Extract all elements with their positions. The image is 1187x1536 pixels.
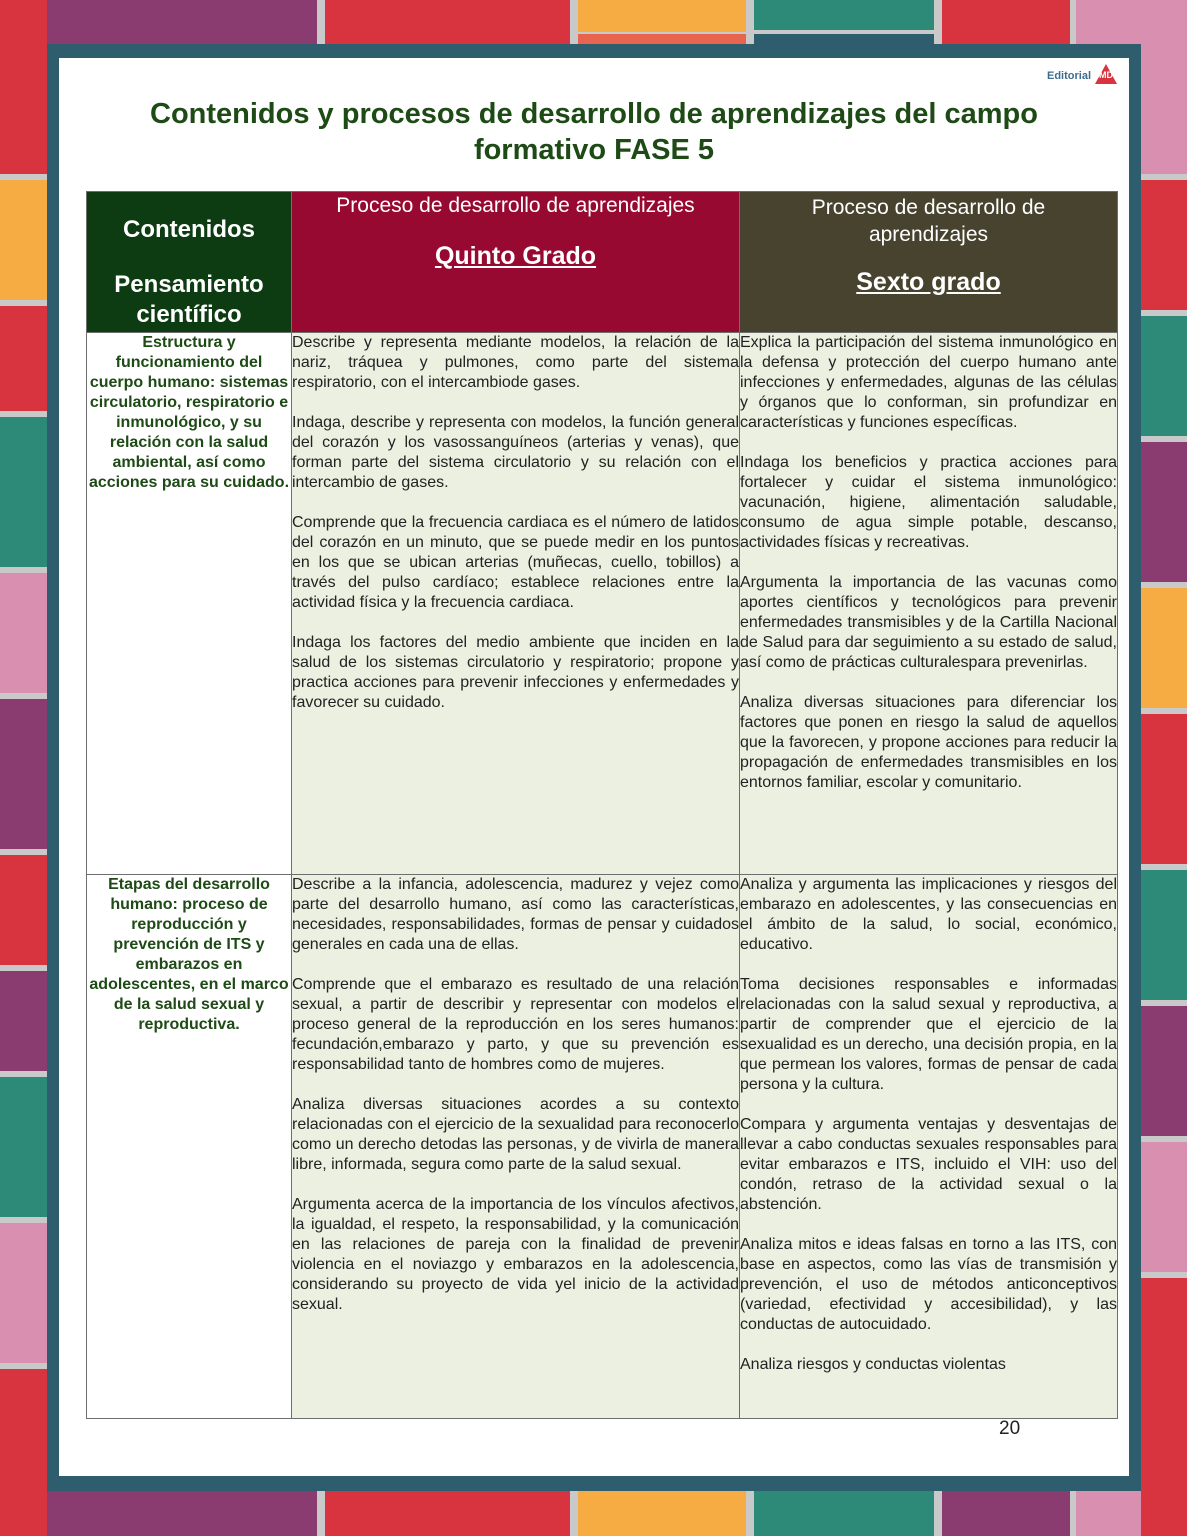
header-quinto	[292, 192, 740, 333]
learning-process: Compara y argumenta ventajas y desventajas de llevar a cabo conductas sexuales responsables para evitar embarazos e ITS, incluido el VIH: uso del condón, retraso de la actividad sexual o la abstención.	[740, 1116, 1117, 1213]
table-row	[87, 875, 1118, 1419]
sexto-cell	[740, 333, 1118, 875]
learning-process: Explica la participación del sistema inmunológico en la defensa y protección del cuerpo humano ante infecciones y enfermedades, algunas de las células y órganos que lo conforman, sin profundizar en características y funciones específicas.	[740, 334, 1117, 431]
learning-process: Argumenta la importancia de las vacunas como aportes científicos y tecnológicos para prevenir enfermedades transmisibles y de la Cartilla Nacional de Salud para dar seguimiento a su estado de salud, así como de prácticas culturalespara prevenirlas.	[740, 574, 1117, 671]
header-sexto-grade: Sexto grado	[856, 268, 1001, 296]
table-header-row	[87, 192, 1118, 333]
header-quinto-label: Proceso de desarrollo de aprendizajes	[336, 194, 695, 217]
learning-process: Describe y representa mediante modelos, la relación de la nariz, tráquea y pulmones, como parte del sistema respiratorio, con el intercambiode gases.	[292, 334, 739, 391]
logo-mark-text: MD	[1099, 70, 1113, 80]
page	[59, 58, 1129, 1476]
header-contents-label: Contenidos	[123, 216, 255, 243]
page-number: 20	[999, 1418, 1021, 1439]
learning-process: Toma decisiones responsables e informadas relacionadas con la salud sexual y reproductiva, a partir de comprender que el ejercicio de la sexualidad es un derecho, una decisión propia, en la que permean los valores, formas de pensar de cada persona y la cultura.	[740, 976, 1117, 1093]
logo-text: Editorial	[1047, 70, 1092, 82]
learning-process: Indaga los beneficios y practica acciones para fortalecer y cuidar el sistema inmunológico: vacunación, higiene, alimentación saludable, consumo de agua simple potable, descanso, actividades físicas y recreativas.	[740, 454, 1117, 551]
page-title: Contenidos y procesos de desarrollo de aprendizajes del campo formativo FASE 5	[150, 98, 1038, 166]
content-cell: Etapas del desarrollo humano: proceso de reproducción y prevención de ITS y embarazos en adolescentes, en el marco de la salud sexual y reproductiva.	[87, 875, 292, 1419]
learning-process: Comprende que la frecuencia cardiaca es el número de latidos del corazón en un minuto, que se puede medir en los puntos en los que se ubican arterias (muñecas, cuello, tobillos) a través del pulso cardíaco; establece relaciones entre la actividad física y la frecuencia cardiaca.	[292, 514, 739, 611]
learning-process: Analiza mitos e ideas falsas en torno a las ITS, con base en aspectos, como las vías de transmisión y prevención, el uso de métodos anticonceptivos (variedad, efectividad y accesibilidad), y las conductas de autocuidado.	[740, 1236, 1117, 1333]
learning-process: Describe a la infancia, adolescencia, madurez y vejez como parte del desarrollo humano, así como las características, necesidades, responsabilidades, formas de pensar y cuidados generales en cada una de ellas.	[292, 876, 739, 953]
learning-process: Analiza riesgos y conductas violentas	[740, 1356, 1006, 1373]
contents-table	[86, 191, 1118, 1419]
publisher-logo	[1047, 64, 1127, 88]
learning-process: Comprende que el embarazo es resultado de una relación sexual, a partir de describir y representar con modelos el proceso general de la reproducción en los seres humanos: fecundación,embarazo y parto, y que su prevención es responsabilidad tanto de hombres como de mujeres.	[292, 976, 739, 1073]
header-sexto	[740, 192, 1118, 333]
learning-process: Analiza y argumenta las implicaciones y riesgos del embarazo en adolescentes, y las consecuencias en el ámbito de la salud, lo social, económico, educativo.	[740, 876, 1117, 953]
learning-process: Indaga los factores del medio ambiente que inciden en la salud de los sistemas circulatorio y respiratorio; propone y practica acciones para prevenir infecciones y enfermedades y favorecer su cuidado.	[292, 634, 739, 711]
learning-process: Indaga, describe y representa con modelos, la función general del corazón y los vasossanguíneos (arterias y venas), que forman parte del sistema circulatorio y su relación con el intercambio de gases.	[292, 414, 739, 491]
learning-process: Argumenta acerca de la importancia de los vínculos afectivos, la igualdad, el respeto, la responsabilidad, y la comunicación en las relaciones de pareja con la finalidad de prevenir violencia en el noviazgo y embarazos en la adolescencia, considerando su proyecto de vida yel inicio de la actividad sexual.	[292, 1196, 739, 1313]
learning-process: Analiza diversas situaciones para diferenciar los factores que ponen en riesgo la salud de aquellos que la favorecen, y propone acciones para reducir la propagación de enfermedades transmisibles en los entornos familiar, escolar y comunitario.	[740, 694, 1117, 791]
table-row	[87, 333, 1118, 875]
header-quinto-grade: Quinto Grado	[434, 242, 597, 270]
learning-process: Analiza diversas situaciones acordes a su contexto relacionadas con el ejercicio de la sexualidad para reconocerlo como un derecho detodas las personas, y de vivirla de manera libre, informada, segura como parte de la salud sexual.	[292, 1096, 739, 1173]
quinto-cell	[292, 333, 740, 875]
sexto-cell	[740, 875, 1118, 1419]
content-cell: Estructura y funcionamiento del cuerpo humano: sistemas circulatorio, respiratorio e inmunológico, y su relación con la salud ambiental, así como acciones para su cuidado.	[87, 333, 292, 875]
header-sexto-label: Proceso de desarrollo de aprendizajes	[811, 196, 1046, 246]
header-field-label: Pensamiento científico	[114, 271, 264, 328]
header-contents	[87, 192, 292, 333]
quinto-cell	[292, 875, 740, 1419]
